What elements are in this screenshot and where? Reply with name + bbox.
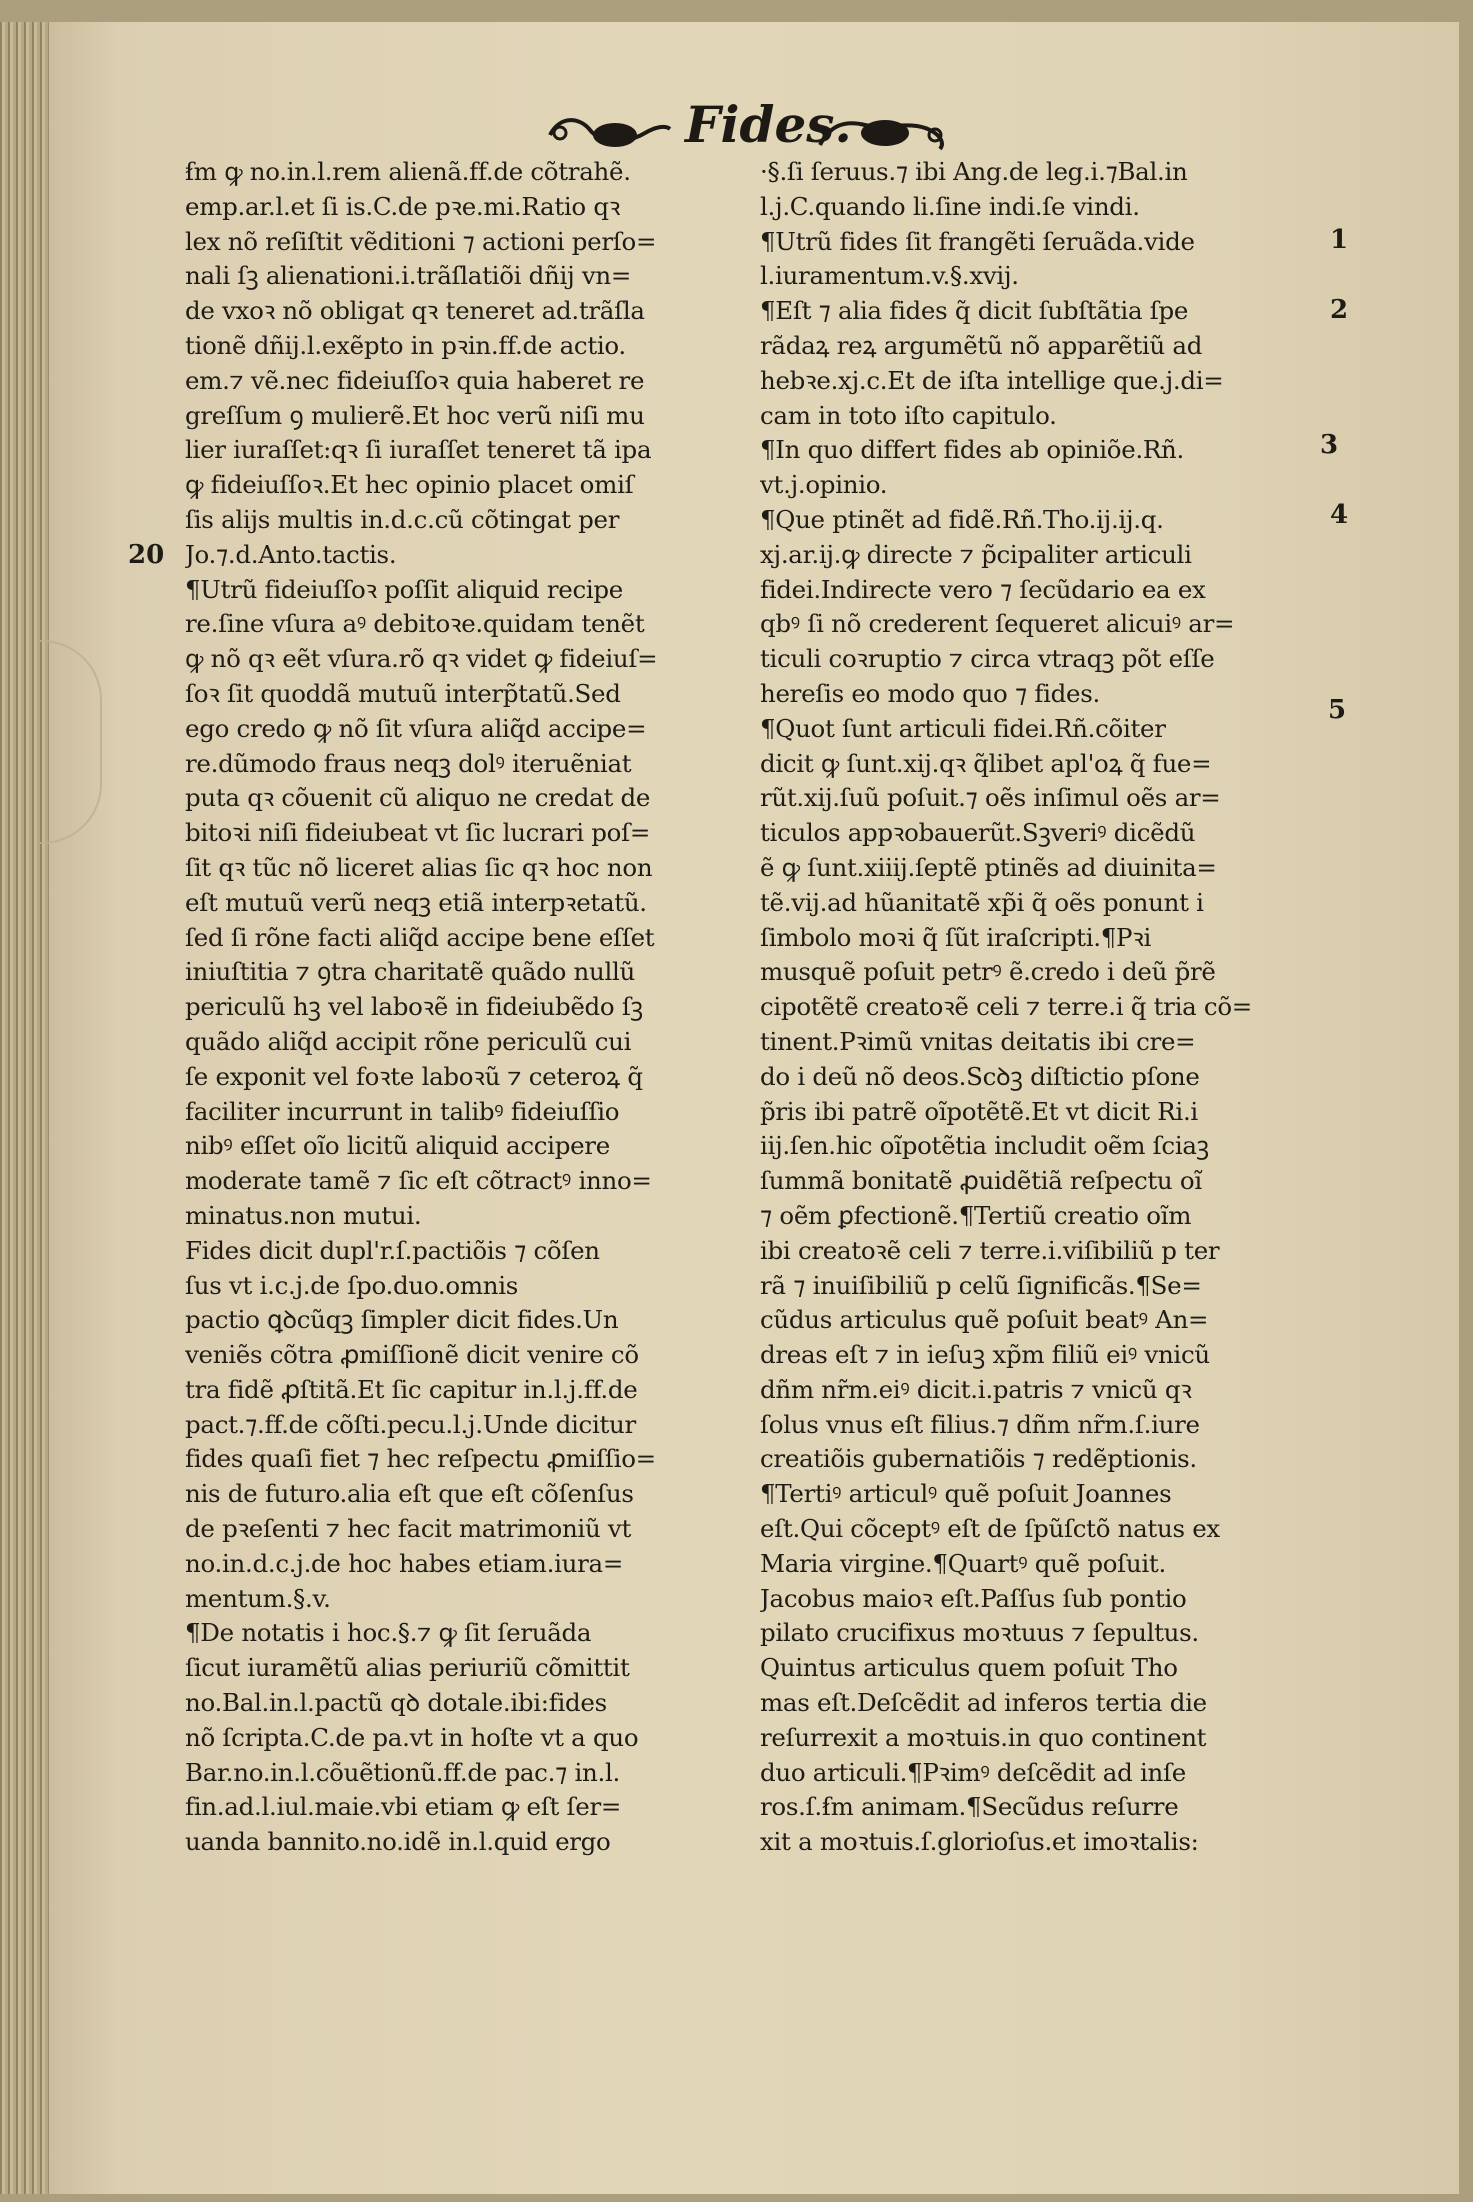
text-line: nali ſꝫ alienationi.i.trãſlatiõi dñij vn=: [185, 261, 632, 291]
text-line: emp.ar.l.et ſi is.C.de pꝛe.mi.Ratio qꝛ: [185, 191, 621, 221]
text-line: minatus.non mutui.: [185, 1200, 422, 1230]
text-line: musquẽ poſuit petrꝰ ẽ.credo i deũ p̃rẽ: [760, 957, 1216, 987]
text-line: ¶Eſt ⁊ alia fides q̃ dicit ſubſtãtia ſpe: [760, 296, 1189, 326]
text-line: veniẽs cõtra ꝓmiſſionẽ dicit venire cõ: [185, 1340, 639, 1370]
text-line: ¶Que ptinẽt ad fidẽ.Rñ.Tho.ij.ij.q.: [760, 504, 1164, 534]
text-line: reſurrexit a moꝛtuis.in quo continent: [760, 1722, 1207, 1752]
text-line: ꝙ nõ qꝛ eẽt vſura.rõ qꝛ videt ꝙ fideiuſ=: [185, 644, 658, 674]
text-line: re.dũmodo fraus neqꝫ dolꝰ iteruẽniat: [185, 748, 632, 778]
text-line: ſed ſi rõne facti aliq̃d accipe bene eſſet: [185, 922, 655, 952]
text-line: puta qꝛ cõuenit cũ aliquo ne credat de: [185, 783, 651, 813]
text-line: rãdaꝝ reꝝ argumẽtũ nõ apparẽtiũ ad: [760, 330, 1203, 360]
text-line: ¶In quo differt fides ab opiniõe.Rñ.: [760, 435, 1184, 465]
text-line: fidei.Indirecte vero ⁊ ſecũdario ea ex: [760, 574, 1206, 604]
text-line: ẜm ꝙ no.in.l.rem alienã.ff.de cõtrahẽ.: [185, 157, 631, 186]
text-line: iij.ſen.hic oĩpotẽtia includit oẽm ſciaꝫ: [760, 1131, 1209, 1161]
text-line: pactio ꝗꝺcũqꝫ ſimpler dicit fides.Un: [185, 1305, 619, 1335]
text-line: ros.ſ.ẜm animam.¶Secũdus reſurre: [760, 1792, 1179, 1822]
paper-clip-shadow: [40, 640, 102, 844]
book-spine-edge: [0, 22, 48, 2194]
text-line: pact.⁊.ff.de cõſti.pecu.l.j.Unde dicitur: [185, 1409, 636, 1439]
text-line: Jo.⁊.d.Anto.tactis.: [185, 539, 397, 569]
text-line: cipotẽtẽ creatoꝛẽ celi ⁊ terre.i q̃ tria cõ=: [760, 992, 1253, 1022]
text-line: fin.ad.l.iul.maie.vbi etiam ꝙ eſt ſer=: [185, 1792, 622, 1822]
text-line: ⁊ oẽm ꝑfectionẽ.¶Tertiũ creatio oĩm: [760, 1200, 1192, 1230]
right-text-column: [760, 155, 1330, 1860]
text-line: ¶De notatis i hoc.§.⁊ ꝙ ſit ſeruãda: [185, 1618, 592, 1648]
text-line: ·§.ſi ſeruus.⁊ ibi Ang.de leg.i.⁊Bal.in: [760, 157, 1188, 186]
text-line: re.ſine vſura aꝰ debitoꝛe.quidam tenẽt: [185, 609, 645, 639]
text-line: ego credo ꝙ nõ ſit vſura aliq̃d accipe=: [185, 713, 647, 743]
left-text-column: [185, 155, 750, 1860]
margin-number-right-2: 2: [1330, 295, 1349, 325]
text-line: dicit ꝙ ſunt.xij.qꝛ q̃libet apl'oꝝ q̃ fue=: [760, 748, 1212, 778]
text-line: de pꝛeſenti ⁊ hec facit matrimoniũ vt: [185, 1514, 632, 1544]
text-line: ticuli coꝛruptio ⁊ circa vtraqꝫ põt eſſe: [760, 644, 1215, 674]
text-line: creatiõis gubernatiõis ⁊ redẽptionis.: [760, 1444, 1197, 1474]
text-line: ſicut iuramẽtũ alias periuriũ cõmittit: [185, 1653, 630, 1683]
text-line: iniuſtitia ⁊ ꝯtra charitatẽ quãdo nullũ: [185, 957, 636, 987]
text-line: duo articuli.¶Pꝛimꝰ deſcẽdit ad inſe: [760, 1757, 1186, 1787]
text-line: rã ⁊ inuiſibiliũ p celũ ſignificãs.¶Se=: [760, 1270, 1202, 1300]
text-line: moderate tamẽ ⁊ ſic eſt cõtractꝰ inno=: [185, 1166, 652, 1196]
text-line: quãdo aliq̃d accipit rõne periculũ cui: [185, 1026, 632, 1056]
text-line: ¶Tertiꝰ articulꝰ quẽ poſuit Joannes: [760, 1479, 1172, 1509]
text-line: dñm nr̃m.eiꝰ dicit.i.patris ⁊ vnicũ qꝛ: [760, 1374, 1192, 1404]
text-line: Jacobus maioꝛ eſt.Paſſus ſub pontio: [760, 1583, 1187, 1613]
text-line: ꝙ fideiuſſoꝛ.Et hec opinio placet omiſ: [185, 470, 634, 500]
text-line: ẽ ꝙ ſunt.xiiij.ſeptẽ ptinẽs ad diuinita=: [760, 852, 1217, 882]
text-line: p̃ris ibi patrẽ oĩpotẽtẽ.Et vt dicit Ri.i: [760, 1096, 1198, 1126]
text-line: ſolus vnus eſt filius.⁊ dñm nr̃m.ſ.iure: [760, 1409, 1200, 1439]
text-line: xj.ar.ij.ꝙ directe ⁊ p̃cipaliter articuli: [760, 539, 1192, 569]
text-line: ſoꝛ ſit quoddã mutuũ interp̃tatũ.Sed: [185, 678, 621, 708]
text-line: lier iuraſſet:qꝛ ſi iuraſſet teneret tã ipa: [185, 435, 652, 465]
text-line: tra fidẽ ꝓſtitã.Et ſic capitur in.l.j.ff.de: [185, 1374, 638, 1404]
text-line: ſimbolo moꝛi q̃ ſũt iraſcripti.¶Pꝛi: [760, 922, 1152, 952]
text-line: nõ ſcripta.C.de pa.vt in hoſte vt a quo: [185, 1722, 639, 1752]
text-line: hebꝛe.xj.c.Et de iſta intellige que.j.di=: [760, 365, 1224, 395]
margin-number-left: 20: [128, 540, 165, 570]
margin-number-right-4: 4: [1330, 500, 1349, 530]
text-line: xit a moꝛtuis.ſ.glorioſus.et imoꝛtalis:: [760, 1827, 1199, 1857]
text-line: faciliter incurrunt in talibꝰ fideiuſſio: [185, 1096, 620, 1126]
text-line: rũt.xij.ſuũ poſuit.⁊ oẽs inſimul oẽs ar=: [760, 783, 1221, 813]
margin-number-right-1: 1: [1330, 225, 1349, 255]
text-line: do i deũ nõ deos.Scꝺꝫ diſtictio pſone: [760, 1061, 1200, 1091]
text-line: periculũ hꝫ vel laboꝛẽ in fideiubẽdo ſꝫ: [185, 992, 643, 1022]
text-line: no.Bal.in.l.pactũ qꝺ dotale.ibi:fides: [185, 1688, 607, 1718]
text-line: Fides dicit dupl'r.ſ.pactiõis ⁊ cõſen: [185, 1235, 600, 1265]
text-line: pilato crucifixus moꝛtuus ⁊ ſepultus.: [760, 1618, 1199, 1648]
text-line: vt.j.opinio.: [760, 470, 888, 500]
margin-number-right-5: 5: [1328, 695, 1347, 725]
text-line: nibꝰ eſſet oĩo licitũ aliquid accipere: [185, 1131, 610, 1161]
text-line: ibi creatoꝛẽ celi ⁊ terre.i.viſibiliũ p ter: [760, 1235, 1220, 1265]
text-line: qbꝰ ſi nõ crederent ſequeret alicuiꝰ ar=: [760, 609, 1235, 639]
text-line: fides quaſi fiet ⁊ hec reſpectu ꝓmiſſio=: [185, 1444, 656, 1474]
text-line: nis de futuro.alia eſt que eſt cõſenſus: [185, 1479, 634, 1509]
text-line: hereſis eo modo quo ⁊ fides.: [760, 678, 1101, 708]
margin-number-right-3: 3: [1320, 430, 1339, 460]
text-line: l.iuramentum.v.§.xvij.: [760, 261, 1019, 291]
text-line: greſſum ꝯ mulierẽ.Et hoc verũ niſi mu: [185, 400, 645, 430]
right-ornament-icon: [815, 105, 955, 155]
text-line: Maria virgine.¶Quartꝰ quẽ poſuit.: [760, 1548, 1166, 1578]
text-line: mas eſt.Deſcẽdit ad inferos tertia die: [760, 1688, 1207, 1718]
text-line: ¶Utrũ fideiuſſoꝛ poſſit aliquid recipe: [185, 574, 623, 604]
text-line: ſus vt i.c.j.de ſpo.duo.omnis: [185, 1270, 519, 1300]
text-line: bitoꝛi niſi fideiubeat vt ſic lucrari poſ=: [185, 818, 651, 848]
text-line: ſis alijs multis in.d.c.cũ cõtingat per: [185, 504, 620, 534]
text-line: uanda bannito.no.idẽ in.l.quid ergo: [185, 1827, 611, 1857]
text-line: mentum.§.v.: [185, 1583, 331, 1613]
text-line: cam in toto iſto capitulo.: [760, 400, 1057, 430]
text-line: em.⁊ vẽ.nec fideiuſſoꝛ quia haberet re: [185, 365, 645, 395]
text-line: dreas eſt ⁊ in ieſuꝫ xp̃m filiũ eiꝰ vnicũ: [760, 1340, 1210, 1370]
text-line: ſummã bonitatẽ ꝓuidẽtiã reſpectu oĩ: [760, 1166, 1202, 1196]
text-line: eſt mutuũ verũ neqꝫ etiã interpꝛetatũ.: [185, 887, 647, 917]
text-line: eſt.Qui cõceptꝰ eſt de ſpũſctõ natus ex: [760, 1514, 1220, 1544]
text-line: lex nõ reſiſtit vẽditioni ⁊ actioni perſo=: [185, 226, 657, 256]
text-line: ſit qꝛ tũc nõ liceret alias ſic qꝛ hoc non: [185, 852, 653, 882]
text-line: Quintus articulus quem poſuit Tho: [760, 1653, 1178, 1683]
text-line: tinent.Pꝛimũ vnitas deitatis ibi cre=: [760, 1026, 1196, 1056]
text-line: ticulos appꝛobauerũt.Sꝫveriꝰ dicẽdũ: [760, 818, 1196, 848]
text-line: tẽ.vij.ad hũanitatẽ xp̃i q̃ oẽs ponunt i: [760, 887, 1204, 917]
page-title: Fides.: [685, 95, 852, 154]
text-line: l.j.C.quando li.ſine indi.ſe vindi.: [760, 191, 1140, 221]
text-line: no.in.d.c.j.de hoc habes etiam.iura=: [185, 1548, 624, 1578]
left-ornament-icon: [545, 105, 675, 155]
text-line: Bar.no.in.l.cõuẽtionũ.ff.de pac.⁊ in.l.: [185, 1757, 620, 1787]
text-line: cũdus articulus quẽ poſuit beatꝰ An=: [760, 1305, 1209, 1335]
text-line: ¶Utrũ fides ſit frangẽti ſeruãda.vide: [760, 226, 1195, 256]
text-line: tionẽ dñij.l.exẽpto in pꝛin.ff.de actio.: [185, 330, 626, 360]
text-line: ¶Quot ſunt articuli fidei.Rñ.cõiter: [760, 713, 1166, 743]
text-line: de vxoꝛ nõ obligat qꝛ teneret ad.trãſla: [185, 296, 645, 326]
text-line: ſe exponit vel foꝛte laboꝛũ ⁊ ceteroꝝ q̃: [185, 1061, 643, 1091]
